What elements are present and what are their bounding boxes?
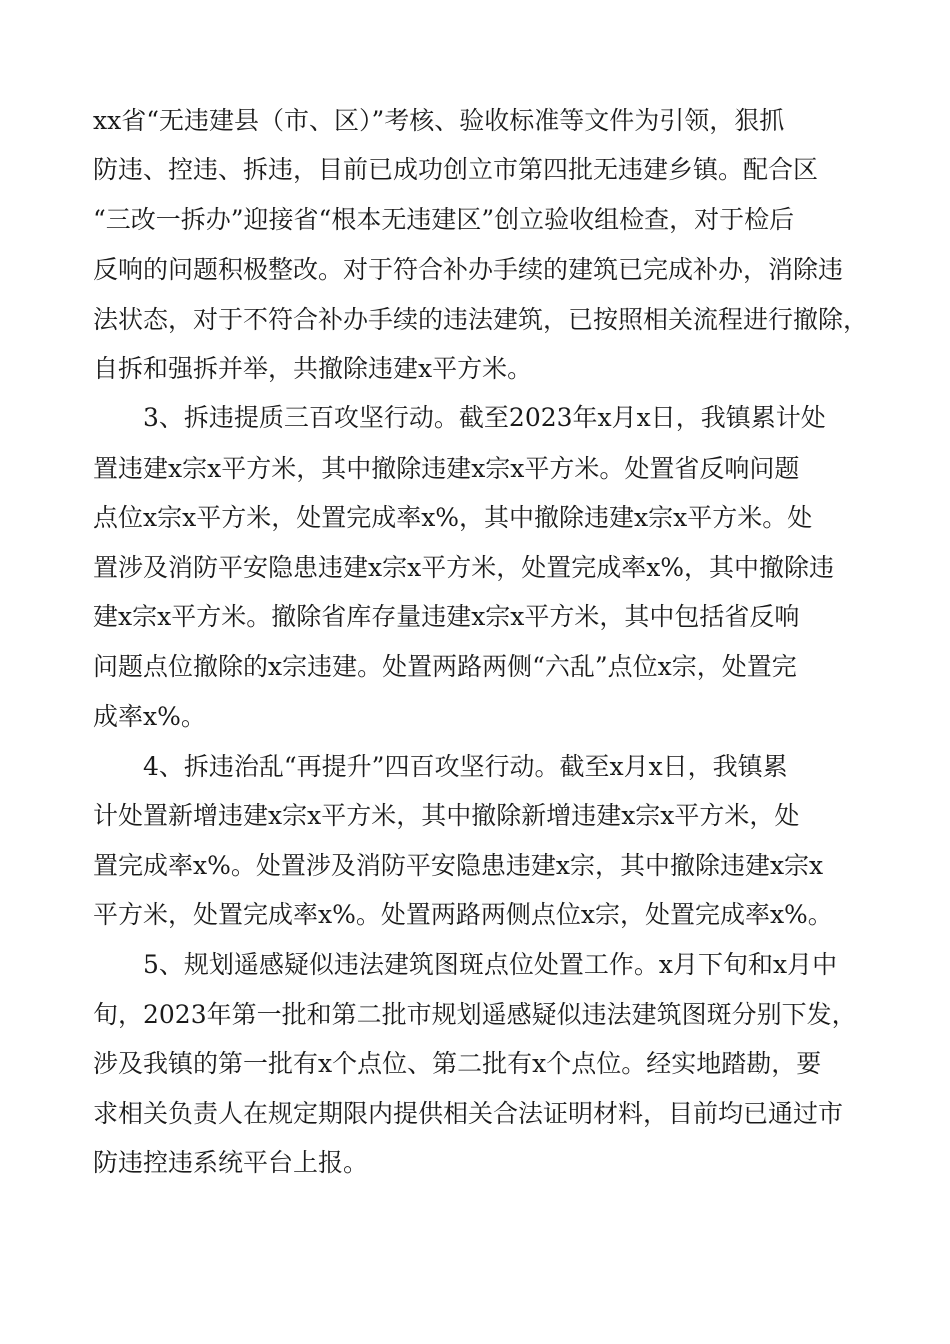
text-line: 点位x宗x平方米，处置完成率x%，其中撤除违建x宗x平方米。处 — [93, 503, 813, 532]
text-line: 自拆和强拆并举，共撤除违建x平方米。 — [93, 354, 533, 383]
text-line: 计处置新增违建x宗x平方米，其中撤除新增违建x宗x平方米，处 — [93, 801, 800, 830]
text-line: 防违控违系统平台上报。 — [93, 1148, 369, 1177]
paragraph-3-first-line: 3、拆违提质三百攻坚行动。截至2023年x月x日，我镇累计处 — [143, 403, 826, 432]
paragraph-4-first-line: 4、拆违治乱“再提升”四百攻坚行动。截至x月x日，我镇累 — [143, 752, 788, 781]
text-line: “三改一拆办”迎接省“根本无违建区”创立验收组检查，对于检后 — [93, 205, 795, 234]
text-line: 置完成率x%。处置涉及消防平安隐患违建x宗，其中撤除违建x宗x — [93, 851, 824, 880]
text-line: 法状态，对于不符合补办手续的违法建筑，已按照相关流程进行撤除， — [93, 305, 869, 334]
text-line: xx省“无违建县（市、区）”考核、验收标准等文件为引领，狠抓 — [93, 106, 785, 135]
text-line: 问题点位撤除的x宗违建。处置两路两侧“六乱”点位x宗，处置完 — [93, 652, 797, 681]
text-line: 平方米，处置完成率x%。处置两路两侧点位x宗，处置完成率x%。 — [93, 900, 833, 929]
text-line: 防违、控违、拆违，目前已成功创立市第四批无违建乡镇。配合区 — [93, 155, 819, 184]
text-line: 置涉及消防平安隐患违建x宗x平方米，处置完成率x%，其中撤除违 — [93, 553, 835, 582]
text-line: 反响的问题积极整改。对于符合补办手续的建筑已完成补办，消除违 — [93, 255, 844, 284]
text-line: 求相关负责人在规定期限内提供相关合法证明材料，目前均已通过市 — [93, 1099, 844, 1128]
text-line: 涉及我镇的第一批有x个点位、第二批有x个点位。经实地踏勘，要 — [93, 1049, 822, 1078]
text-line: 旬，2023年第一批和第二批市规划遥感疑似违法建筑图斑分别下发， — [93, 1000, 857, 1029]
paragraph-5-first-line: 5、规划遥感疑似违法建筑图斑点位处置工作。x月下旬和x月中 — [143, 950, 838, 979]
text-line: 置违建x宗x平方米，其中撤除违建x宗x平方米。处置省反响问题 — [93, 454, 800, 483]
text-line: 建x宗x平方米。撤除省库存量违建x宗x平方米，其中包括省反响 — [93, 602, 800, 631]
text-line: 成率x%。 — [93, 702, 206, 731]
